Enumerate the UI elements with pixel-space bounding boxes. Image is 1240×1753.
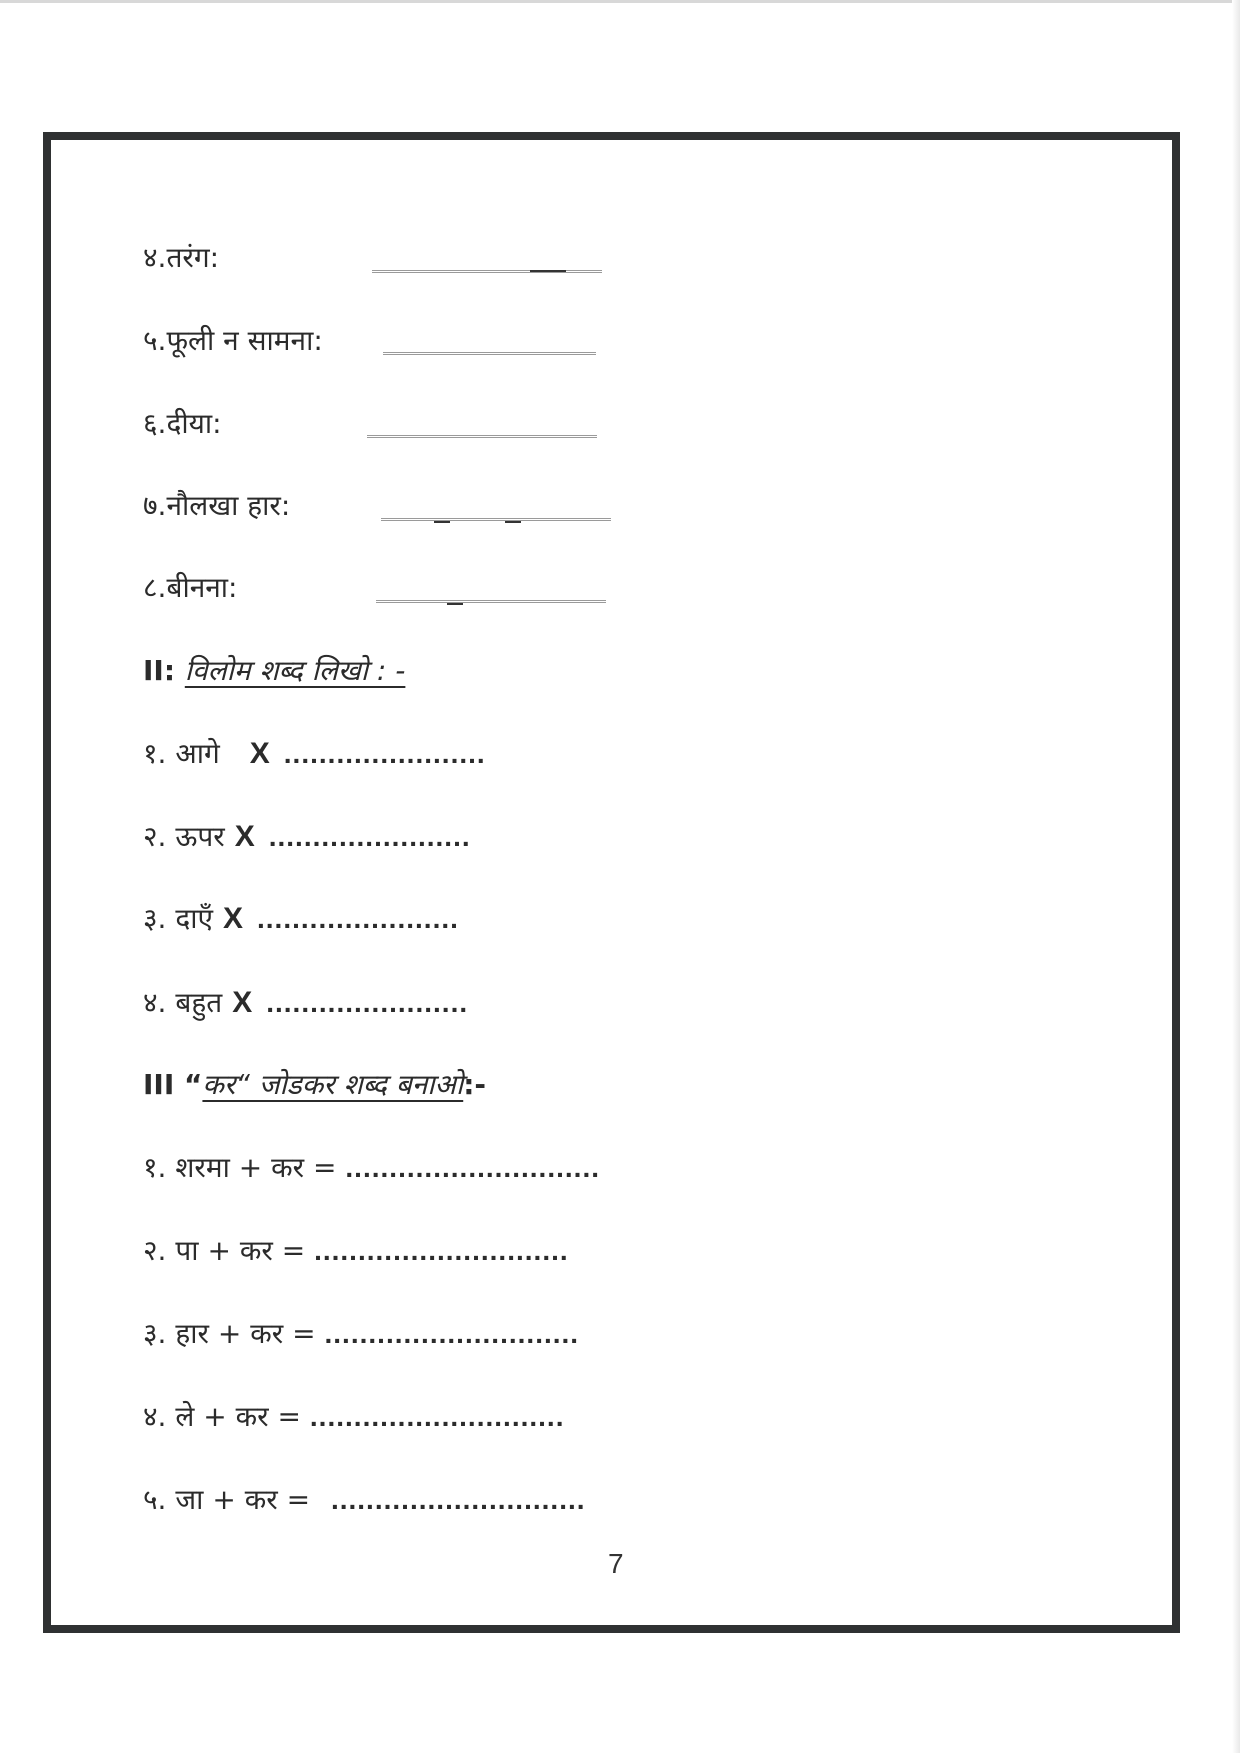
answer-blank[interactable] xyxy=(367,435,597,438)
section3-heading xyxy=(143,1065,486,1105)
section1-item: ४.तरंग: xyxy=(143,241,220,274)
base-word: हार xyxy=(175,1317,209,1350)
suffix-word: कर xyxy=(244,1483,278,1516)
base-word: शरमा xyxy=(175,1151,230,1184)
page-number: 7 xyxy=(608,1548,624,1579)
section-title: विलोम शब्द लिखो : - xyxy=(184,654,406,687)
section2-heading xyxy=(143,651,405,691)
antonym-word: २. ऊपर xyxy=(143,820,225,853)
scan-top-edge xyxy=(0,0,1240,3)
equals-sign: = xyxy=(286,1483,311,1516)
equals-sign: = xyxy=(281,1234,306,1267)
section1-item: ७.नौलखा हार: xyxy=(143,489,291,522)
title-suffix: :- xyxy=(463,1068,487,1101)
suffix-word: कर xyxy=(271,1151,305,1184)
plus-sign: + xyxy=(217,1317,242,1350)
section1-item: ६.दीया: xyxy=(143,407,222,440)
opposite-marker: X xyxy=(249,737,270,770)
antonym-item xyxy=(143,983,468,1023)
antonym-item xyxy=(143,817,471,857)
antonym-item xyxy=(143,734,486,774)
plus-sign: + xyxy=(238,1151,263,1184)
base-word: पा xyxy=(175,1234,199,1267)
suffix-word: कर xyxy=(250,1317,284,1350)
answer-dots[interactable]: ............................. xyxy=(314,1235,569,1266)
answer-dots[interactable]: ....................... xyxy=(266,987,469,1018)
antonym-word: १. आगे xyxy=(143,737,220,770)
join-item: १. शरमा + कर = ............................. xyxy=(143,1151,601,1184)
answer-dots[interactable]: ............................. xyxy=(330,1484,586,1515)
base-word: जा xyxy=(175,1483,204,1516)
equals-sign: = xyxy=(292,1317,316,1350)
antonym-word: ३. दाएँ xyxy=(143,902,213,935)
section-number: II: xyxy=(143,654,176,687)
blank-mark xyxy=(447,603,463,605)
join-item: २. पा + कर = ............................. xyxy=(143,1234,569,1267)
antonym-word: ४. बहुत xyxy=(143,986,223,1019)
blank-mark xyxy=(434,521,450,523)
join-item: ५. जा + कर = ............................. xyxy=(143,1483,586,1516)
join-item: ३. हार + कर = ............................. xyxy=(143,1317,580,1350)
plus-sign: + xyxy=(203,1400,227,1433)
blank-mark xyxy=(530,270,566,272)
section1-item: ८.बीनना: xyxy=(143,571,238,604)
answer-dots[interactable]: ....................... xyxy=(256,903,459,934)
suffix-word: कर xyxy=(239,1234,273,1267)
blank-mark xyxy=(505,521,521,523)
opposite-marker: X xyxy=(222,902,243,935)
answer-blank[interactable] xyxy=(372,270,602,273)
section-title: कर“ जोडकर शब्द बनाओ xyxy=(202,1068,464,1101)
antonym-item xyxy=(143,899,459,939)
answer-dots[interactable]: ............................. xyxy=(324,1318,580,1349)
answer-blank[interactable] xyxy=(381,518,611,521)
opposite-marker: X xyxy=(234,820,255,853)
base-word: ले xyxy=(175,1400,195,1433)
equals-sign: = xyxy=(313,1151,337,1184)
answer-blank[interactable] xyxy=(376,600,606,603)
section-number: III xyxy=(143,1068,175,1101)
open-quote: “ xyxy=(184,1068,203,1101)
answer-dots[interactable]: ....................... xyxy=(283,738,486,769)
equals-sign: = xyxy=(277,1400,301,1433)
answer-dots[interactable]: ....................... xyxy=(268,821,471,852)
answer-dots[interactable]: ............................. xyxy=(345,1152,601,1183)
answer-blank[interactable] xyxy=(383,352,596,355)
answer-dots[interactable]: ............................. xyxy=(309,1401,565,1432)
plus-sign: + xyxy=(207,1234,231,1267)
join-item: ४. ले + कर = ............................. xyxy=(143,1400,565,1433)
scan-right-edge xyxy=(1232,0,1240,1753)
section1-item: ५.फूली न सामना: xyxy=(143,324,323,357)
opposite-marker: X xyxy=(232,986,253,1019)
suffix-word: कर xyxy=(235,1400,269,1433)
plus-sign: + xyxy=(212,1483,236,1516)
